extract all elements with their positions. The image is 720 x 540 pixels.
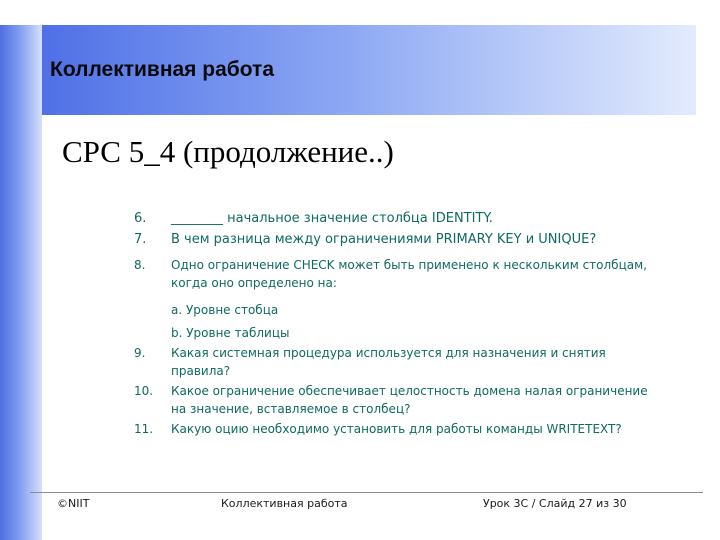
question-6	[134, 208, 654, 229]
header-title: Коллективная работа	[50, 58, 275, 81]
footer-divider	[30, 492, 703, 493]
question-text: В чем разница между ограничениями PRIMARY KEY и UNIQUE?	[171, 232, 597, 247]
question-8-option-a: a. Уровне стобца	[171, 303, 279, 317]
footer-page-number: Урок 3С / Слайд 27 из 30	[483, 497, 627, 510]
question-text: Какая системная процедура используется для назначения и снятия правила?	[171, 346, 606, 378]
question-11	[134, 421, 654, 439]
question-number: 8.	[134, 258, 146, 272]
question-text: ________ начальное значение столбца IDENTITY.	[171, 211, 493, 226]
question-number: 11.	[134, 422, 154, 436]
question-text: Одно ограничение CHECK может быть применено к нескольким столбцам, когда оно определено на:	[171, 258, 647, 290]
footer-copyright: ©NIIT	[57, 497, 90, 510]
question-text: Какое ограничение обеспечивает целостность домена налая ограничение на значение, вставляемое в столбец?	[171, 384, 648, 416]
left-accent-bar	[0, 25, 42, 540]
slide-heading: СРС 5_4 (продолжение..)	[62, 134, 394, 169]
question-number: 10.	[134, 384, 154, 398]
footer-center-title: Коллективная работа	[221, 497, 348, 510]
question-7	[134, 229, 654, 250]
question-list	[134, 208, 654, 439]
question-8	[134, 257, 654, 292]
question-9	[134, 345, 654, 380]
question-text: Какую оцию необходимо установить для работы команды WRITETEXT?	[171, 422, 622, 436]
question-10	[134, 383, 654, 418]
question-number: 7.	[134, 232, 147, 247]
question-8-option-b: b. Уровне таблицы	[171, 325, 290, 340]
question-number: 9.	[134, 346, 146, 360]
question-number: 6.	[134, 211, 147, 226]
